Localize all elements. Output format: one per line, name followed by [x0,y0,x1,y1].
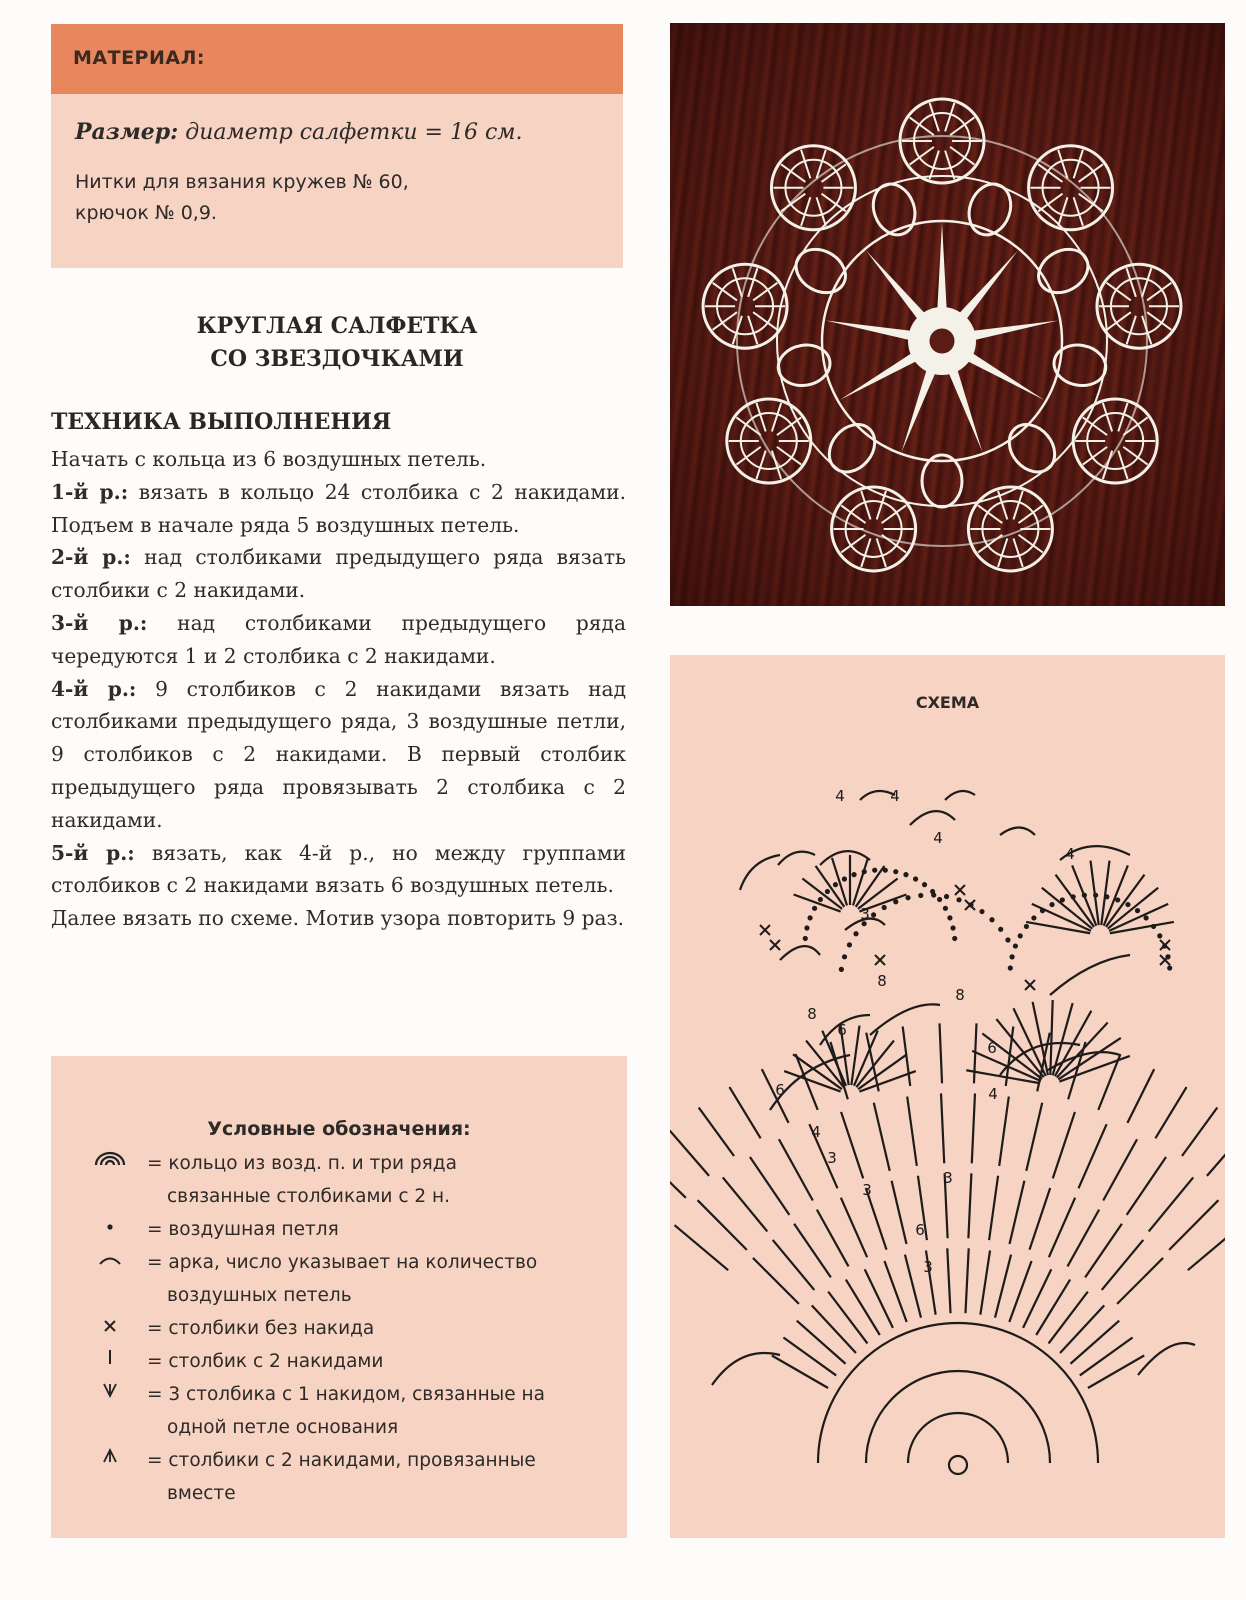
stitch-bar-icon [87,1345,133,1378]
scheme-label: СХЕМА [915,693,980,712]
material-panel [51,94,623,268]
technique-heading: ТЕХНИКА ВЫПОЛНЕНИЯ [51,409,392,435]
cross-icon [87,1312,133,1345]
row-instruction [51,607,626,673]
cluster-up-icon [87,1444,133,1477]
scheme-number: 3 [862,1181,872,1199]
scheme-number: 8 [877,972,887,990]
ring-icon [87,1147,133,1180]
scheme-number: 3 [860,905,870,923]
fan-down-icon [87,1378,133,1411]
scheme-number: 8 [955,986,965,1004]
row-text: вязать, как 4-й р., но между группами столбиков с 2 накидами вязать 6 воздушных петель. [51,840,626,898]
legend-panel [51,1056,627,1538]
arch-icon [87,1246,133,1279]
doily-photo [670,23,1225,606]
size-value: диаметр салфетки = 16 см. [185,120,523,145]
legend-text: = воздушная петля [147,1219,339,1240]
hook-line: крючок № 0,9. [75,202,217,224]
material-header [51,24,623,94]
row-label: 3-й р.: [51,610,148,635]
scheme-number: 4 [811,1123,821,1141]
legend-text-cont: воздушных петель [167,1285,352,1306]
scheme-number: 3 [943,1169,953,1187]
technique-text [51,443,626,935]
row-text: вязать в кольцо 24 столбика с 2 накидами. Подъем в начале ряда 5 воздушных петель. [51,479,627,537]
legend-text: = столбик с 2 накидами [147,1351,384,1372]
row-text: над столбиками предыдущего ряда чередуются 1 и 2 столбика с 2 накидами. [51,610,626,668]
scheme-number: 4 [1065,845,1075,863]
row-instruction [51,541,626,607]
scheme-number: 8 [807,1005,817,1023]
doily-illustration [670,23,1225,606]
legend-text: = столбики с 2 накидами, провязанные [147,1450,536,1471]
technique-intro: Начать с кольца из 6 воздушных петель. [51,447,487,471]
scheme-number: 3 [827,1149,837,1167]
threads-info [75,167,409,229]
legend-text: = столбики без накида [147,1318,375,1339]
crochet-diagram [670,655,1225,1538]
legend-text: = 3 столбика с 1 накидом, связанные на [147,1384,545,1405]
row-label: 4-й р.: [51,676,137,701]
threads-line: Нитки для вязания кружев № 60, [75,171,409,193]
row-instruction [51,673,626,837]
title-line-2: СО ЗВЕЗДОЧКАМИ [210,346,464,372]
legend-text: = арка, число указывает на количество [147,1252,538,1273]
scheme-number: 4 [835,787,845,805]
scheme-number: 4 [933,829,943,847]
size-label: Размер: [75,119,179,145]
scheme-number: 4 [988,1085,998,1103]
row-instruction [51,837,626,903]
row-text: над столбиками предыдущего ряда вязать столбики с 2 накидами. [51,545,626,603]
legend-text-cont: одной петле основания [167,1417,399,1438]
scheme-number: 6 [775,1081,785,1099]
row-text: 9 столбиков с 2 накидами вязать над столбиками предыдущего ряда, 3 воздушные петли, 9 столбиков с 2 накидами. В первый столбик предыдущего ряда провязывать 2 столбика с 2 накидами. [51,676,626,832]
row-label: 2-й р.: [51,545,131,570]
row-instruction [51,476,626,542]
scheme-number: 6 [837,1021,847,1039]
scheme-number: 6 [915,1221,925,1239]
size-line [75,119,523,145]
scheme-number: 4 [890,787,900,805]
scheme-panel [670,655,1225,1538]
row-label: 5-й р.: [51,840,135,865]
title-line-1: КРУГЛАЯ САЛФЕТКА [196,313,478,339]
legend-text-cont: вместе [167,1483,236,1504]
legend-text: = кольцо из возд. п. и три ряда [147,1153,457,1174]
material-heading: МАТЕРИАЛ: [73,47,205,69]
page-title [51,310,623,376]
legend-title: Условные обозначения: [207,1118,471,1140]
chain-dot-icon [87,1213,133,1246]
scheme-number: 3 [923,1258,933,1276]
row-label: 1-й р.: [51,479,129,504]
technique-outro: Далее вязать по схеме. Мотив узора повторить 9 раз. [51,906,624,931]
scheme-number: 6 [987,1039,997,1057]
legend-text-cont: связанные столбиками с 2 н. [167,1186,451,1207]
